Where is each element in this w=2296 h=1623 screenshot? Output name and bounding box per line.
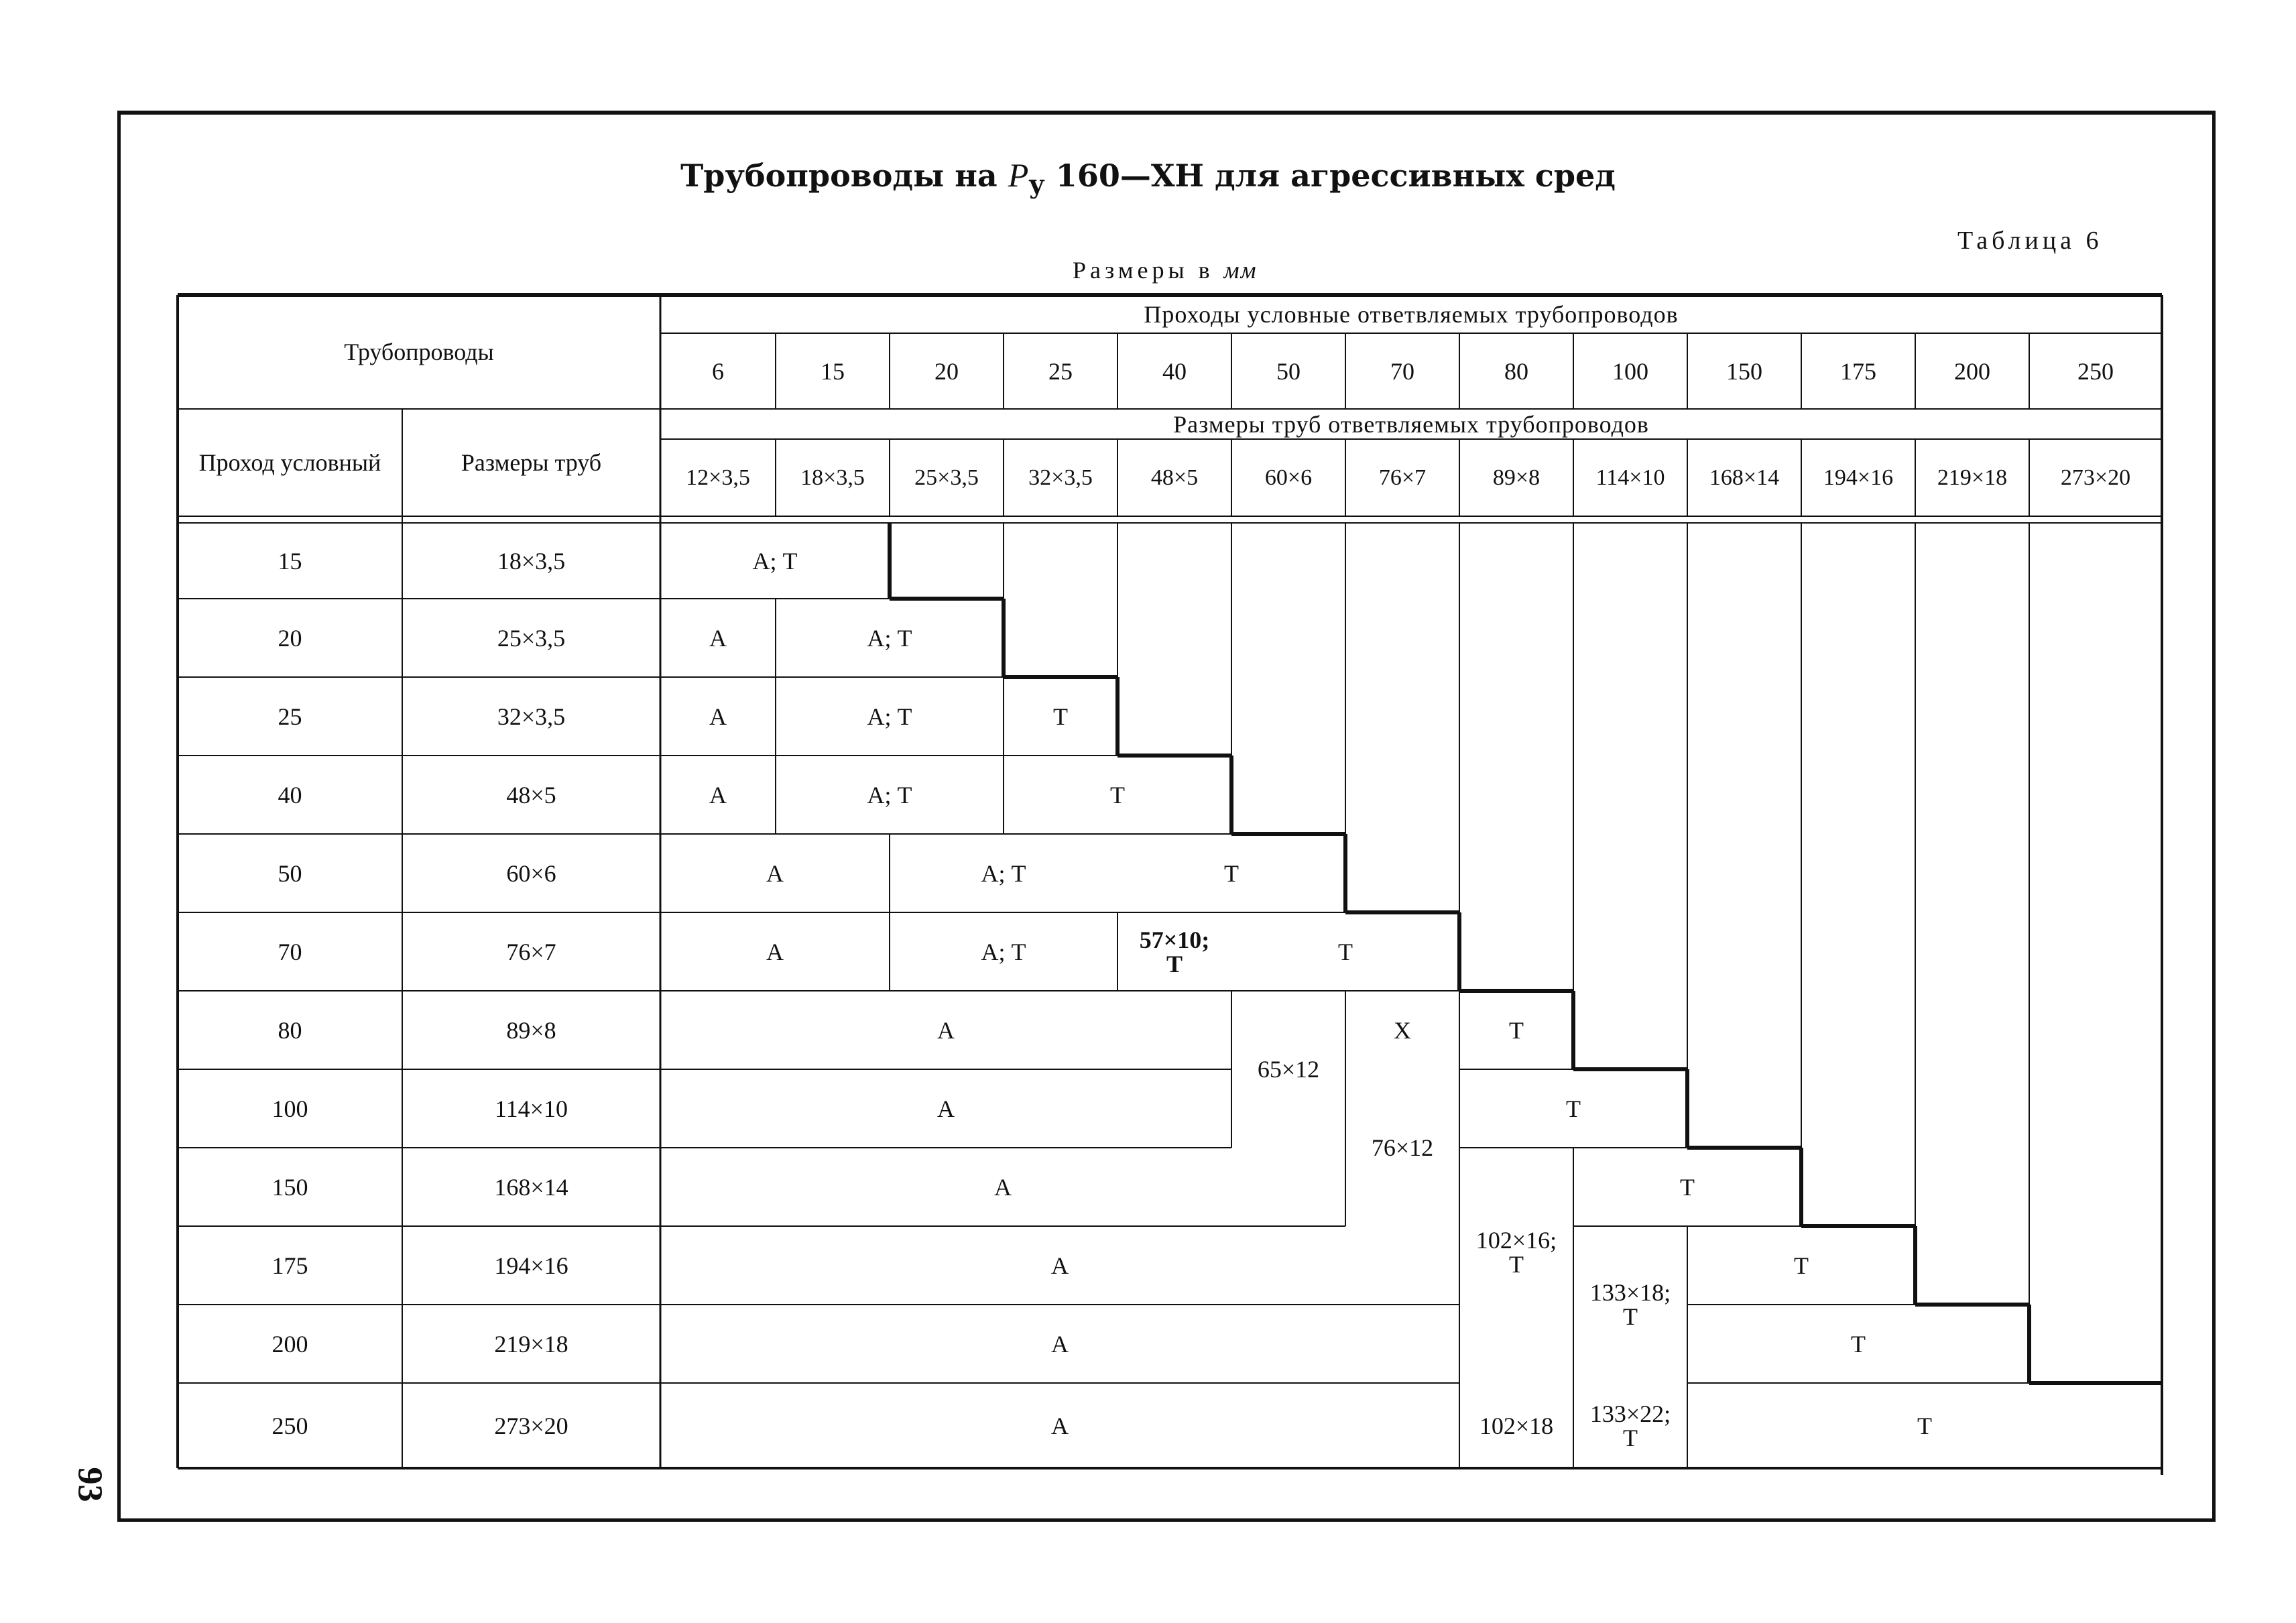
cell-value: А (937, 1016, 955, 1044)
cell-value: А; Т (867, 624, 912, 652)
branch-size: 76×7 (1378, 465, 1427, 490)
row-size: 114×10 (495, 1095, 568, 1122)
row-size: 60×6 (506, 859, 556, 887)
row-size: 18×3,5 (497, 547, 566, 575)
row-size: 25×3,5 (497, 624, 566, 652)
cell-value: Т (1338, 938, 1353, 965)
cell-value: А (1051, 1412, 1069, 1439)
branch-size: 219×18 (1937, 465, 2008, 490)
cell-133x18-size: 133×18; (1589, 1279, 1671, 1306)
table-label: Таблица 6 (1957, 227, 2103, 255)
branch-passage: 100 (1612, 357, 1648, 385)
branch-passage: 40 (1162, 357, 1187, 385)
cell-57x10-type: Т (1166, 950, 1183, 977)
cell-102x16-type: Т (1509, 1250, 1524, 1278)
row-passage: 175 (271, 1252, 308, 1279)
cell-value: А (709, 781, 727, 808)
branch-passage: 175 (1840, 357, 1876, 385)
branch-passage: 250 (2077, 357, 2114, 385)
row-passage: 200 (271, 1330, 308, 1358)
row-size: 48×5 (506, 781, 556, 808)
cell-value: Т (1566, 1095, 1581, 1122)
cell-102x16-size: 102×16; (1475, 1226, 1557, 1254)
cell-133x22-type: Т (1623, 1424, 1638, 1451)
row-size: 219×18 (494, 1330, 568, 1358)
branch-size: 48×5 (1150, 465, 1199, 490)
header-pipelines: Трубопроводы (344, 339, 494, 365)
row-passage: 15 (278, 547, 302, 575)
cell-value: А; Т (867, 703, 912, 730)
cell-133x18-type: Т (1623, 1303, 1638, 1330)
cell-102x18: 102×18 (1479, 1412, 1554, 1439)
row-size: 194×16 (494, 1252, 568, 1279)
row-passage: 20 (278, 624, 302, 652)
row-passage: 150 (271, 1173, 308, 1201)
header-pipe-sizes: Размеры труб ответвляемых трубопроводов (1173, 410, 1649, 438)
cell-value: А; Т (981, 859, 1026, 887)
cell-value: Т (1053, 703, 1068, 730)
title-pressure-symbol: P (1008, 156, 1029, 194)
cell-value: Т (1509, 1016, 1524, 1044)
branch-passage: 200 (1954, 357, 1990, 385)
units-prefix: Размеры в (1073, 257, 1224, 284)
cell-76x12: 76×12 (1371, 1134, 1434, 1161)
branch-size: 12×3,5 (686, 465, 750, 490)
cell-value: А (1051, 1330, 1069, 1358)
cell-value: А; Т (752, 547, 798, 575)
row-size: 89×8 (506, 1016, 556, 1044)
cell-value: Т (1917, 1412, 1932, 1439)
row-size: 76×7 (506, 938, 556, 965)
row-passage: 25 (278, 703, 302, 730)
branch-passage: 20 (934, 357, 959, 385)
cell-value: Х (1394, 1016, 1411, 1044)
branch-size: 114×10 (1595, 465, 1665, 490)
row-size: 168×14 (494, 1173, 568, 1201)
cell-value: А (994, 1173, 1012, 1201)
units-value: мм (1223, 257, 1258, 284)
branch-size: 194×16 (1823, 465, 1894, 490)
header-passages: Проходы условные ответвляемых трубопроводов (1144, 300, 1679, 328)
cell-value: Т (1224, 859, 1239, 887)
branch-passage: 6 (712, 357, 724, 385)
row-size: 273×20 (494, 1412, 568, 1439)
page-number: 93 (70, 1467, 109, 1502)
cell-value: А (766, 859, 784, 887)
branch-passage: 70 (1390, 357, 1414, 385)
title-prefix: Трубопроводы на (680, 158, 1008, 194)
cell-133x18 (1573, 1226, 1687, 1383)
branch-size: 25×3,5 (914, 465, 979, 490)
cell-133x22-size: 133×22; (1589, 1400, 1671, 1427)
cell-57x10 (1117, 912, 1231, 991)
cell-value: Т (1851, 1330, 1866, 1358)
row-passage: 70 (278, 938, 302, 965)
branch-size: 32×3,5 (1028, 465, 1093, 490)
cell-value: Т (1110, 781, 1125, 808)
branch-size: 60×6 (1264, 465, 1313, 490)
branch-size: 18×3,5 (800, 465, 865, 490)
cell-value: Т (1680, 1173, 1695, 1201)
row-passage: 50 (278, 859, 302, 887)
cell-value: А; Т (981, 938, 1026, 965)
cell-57x10-size: 57×10; (1139, 926, 1210, 953)
row-passage: 250 (271, 1412, 308, 1439)
branch-passage: 50 (1276, 357, 1301, 385)
branch-passage: 80 (1504, 357, 1528, 385)
branch-passage: 150 (1726, 357, 1762, 385)
title-pressure-subscript: у (1028, 170, 1045, 200)
cell-value: А (709, 703, 727, 730)
cell-133x22 (1573, 1383, 1687, 1468)
cell-65x12: 65×12 (1257, 1056, 1320, 1083)
cell-value: Т (1794, 1252, 1809, 1279)
cell-value: А (937, 1095, 955, 1122)
row-passage: 40 (278, 781, 302, 808)
branch-passage: 25 (1048, 357, 1073, 385)
branch-size: 89×8 (1492, 465, 1540, 490)
cell-value: А (709, 624, 727, 652)
row-passage: 100 (271, 1095, 308, 1122)
header-pipe-sizes-main: Размеры труб (461, 449, 602, 476)
branch-size: 168×14 (1709, 465, 1780, 490)
title-suffix: 160—ХН для агрессивных сред (1044, 158, 1616, 194)
branch-size: 273×20 (2060, 465, 2131, 490)
cell-value: А; Т (867, 781, 912, 808)
row-passage: 80 (278, 1016, 302, 1044)
header-nominal-passage: Проход условный (198, 449, 381, 476)
branch-passage: 15 (821, 357, 845, 385)
row-size: 32×3,5 (497, 703, 566, 730)
cell-value: А (1051, 1252, 1069, 1279)
cell-102x16 (1459, 1148, 1573, 1383)
cell-value: А (766, 938, 784, 965)
